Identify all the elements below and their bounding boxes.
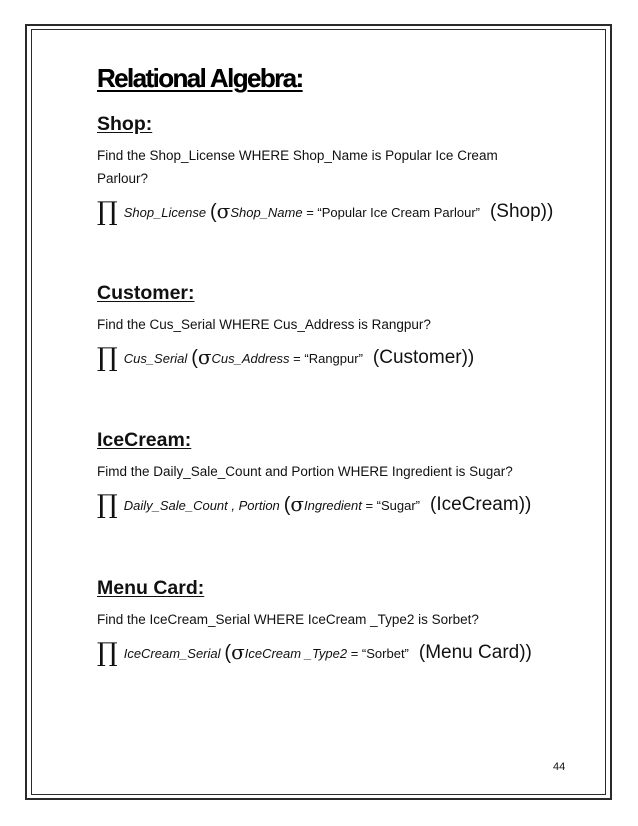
relational-expression bbox=[97, 489, 577, 521]
section-heading: Customer: bbox=[97, 282, 195, 304]
section-shop bbox=[97, 112, 577, 228]
projection-attribute: Daily_Sale_Count , Portion bbox=[123, 498, 280, 513]
open-paren: ( bbox=[283, 494, 291, 516]
selection-condition: = “Sorbet” bbox=[347, 646, 409, 661]
open-paren: ( bbox=[191, 347, 198, 369]
section-menu-card bbox=[97, 576, 577, 669]
question-line: Parlour? bbox=[97, 171, 149, 186]
relational-expression bbox=[97, 342, 577, 374]
selection-symbol: σ bbox=[290, 492, 305, 516]
relation-name: (Customer)) bbox=[372, 347, 475, 368]
selection-condition: = “Rangpur” bbox=[289, 351, 363, 366]
projection-symbol: ∏ bbox=[97, 197, 118, 227]
selection-condition: = “Sugar” bbox=[361, 498, 421, 513]
page-content bbox=[97, 62, 577, 668]
section-icecream bbox=[97, 428, 577, 521]
projection-symbol: ∏ bbox=[97, 638, 118, 668]
section-heading: Menu Card: bbox=[97, 577, 205, 599]
projection-symbol: ∏ bbox=[97, 343, 118, 373]
section-customer bbox=[97, 281, 577, 374]
open-paren: ( bbox=[224, 642, 232, 664]
question-line: Find the IceCream_Serial WHERE IceCream _Type2 is Sorbet? bbox=[97, 612, 479, 627]
selection-symbol: σ bbox=[197, 345, 212, 369]
selection-attribute: Ingredient bbox=[304, 498, 362, 513]
question-text bbox=[97, 144, 577, 190]
projection-attribute: Shop_License bbox=[123, 205, 207, 220]
page-number: 44 bbox=[553, 761, 566, 773]
question-line: Find the Shop_License WHERE Shop_Name is Popular Ice Cream bbox=[97, 148, 498, 163]
section-heading: IceCream: bbox=[97, 429, 192, 451]
relation-name: (Menu Card)) bbox=[418, 642, 532, 663]
selection-attribute: Shop_Name bbox=[230, 205, 303, 220]
relation-name: (IceCream)) bbox=[430, 494, 532, 515]
projection-symbol: ∏ bbox=[97, 490, 118, 520]
selection-symbol: σ bbox=[216, 199, 231, 223]
selection-attribute: IceCream _Type2 bbox=[244, 646, 348, 661]
question-text bbox=[97, 460, 577, 483]
relational-expression bbox=[97, 196, 577, 228]
relational-expression bbox=[97, 637, 577, 669]
relation-name: (Shop)) bbox=[489, 201, 554, 222]
selection-attribute: Cus_Address bbox=[211, 351, 290, 366]
projection-attribute: IceCream_Serial bbox=[123, 646, 221, 661]
question-line: Find the Cus_Serial WHERE Cus_Address is Rangpur? bbox=[97, 317, 431, 332]
page-title: Relational Algebra: bbox=[97, 63, 303, 93]
selection-condition: = “Popular Ice Cream Parlour” bbox=[302, 205, 480, 220]
projection-attribute: Cus_Serial bbox=[123, 351, 188, 366]
question-text bbox=[97, 313, 577, 336]
section-heading: Shop: bbox=[97, 113, 153, 135]
question-text bbox=[97, 608, 577, 631]
question-line: Fimd the Daily_Sale_Count and Portion WHERE Ingredient is Sugar? bbox=[97, 464, 513, 479]
selection-symbol: σ bbox=[231, 640, 245, 664]
open-paren: ( bbox=[210, 201, 217, 223]
